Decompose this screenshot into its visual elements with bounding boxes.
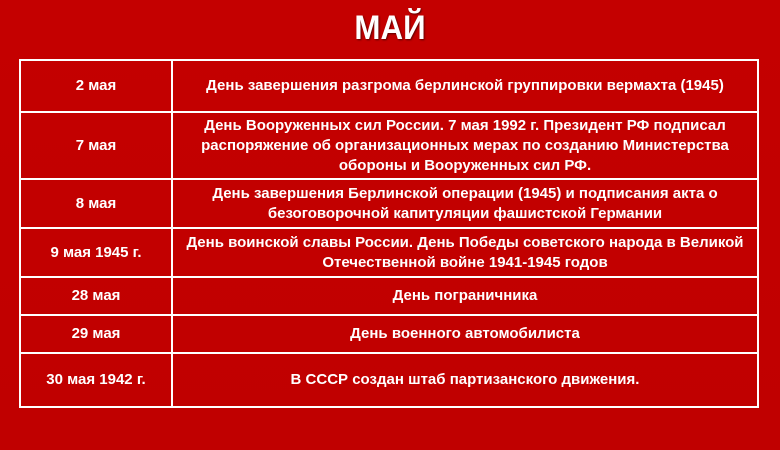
page-title: МАЙ xyxy=(354,9,426,47)
table-row xyxy=(20,60,758,112)
table-row xyxy=(20,315,758,353)
events-table xyxy=(19,59,759,408)
date-cell: 2 мая xyxy=(20,60,172,112)
event-cell: День пограничника xyxy=(172,277,758,315)
event-cell: В СССР создан штаб партизанского движения. xyxy=(172,353,758,407)
date-cell: 8 мая xyxy=(20,179,172,228)
date-cell: 9 мая 1945 г. xyxy=(20,228,172,277)
event-cell: День военного автомобилиста xyxy=(172,315,758,353)
table-row xyxy=(20,228,758,277)
date-cell: 29 мая xyxy=(20,315,172,353)
table-row xyxy=(20,179,758,228)
table-row xyxy=(20,112,758,179)
date-cell: 28 мая xyxy=(20,277,172,315)
event-cell: День Вооруженных сил России. 7 мая 1992 г. Президент РФ подписал распоряжение об организационных мерах по созданию Министерства обороны и Вооруженных сил РФ. xyxy=(172,112,758,179)
date-cell: 7 мая xyxy=(20,112,172,179)
event-cell: День завершения Берлинской операции (1945) и подписания акта о безоговорочной капитуляции фашистской Германии xyxy=(172,179,758,228)
event-cell: День завершения разгрома берлинской группировки вермахта (1945) xyxy=(172,60,758,112)
event-cell: День воинской славы России. День Победы советского народа в Великой Отечественной войне 1941-1945 годов xyxy=(172,228,758,277)
table-row xyxy=(20,277,758,315)
date-cell: 30 мая 1942 г. xyxy=(20,353,172,407)
table-row xyxy=(20,353,758,407)
